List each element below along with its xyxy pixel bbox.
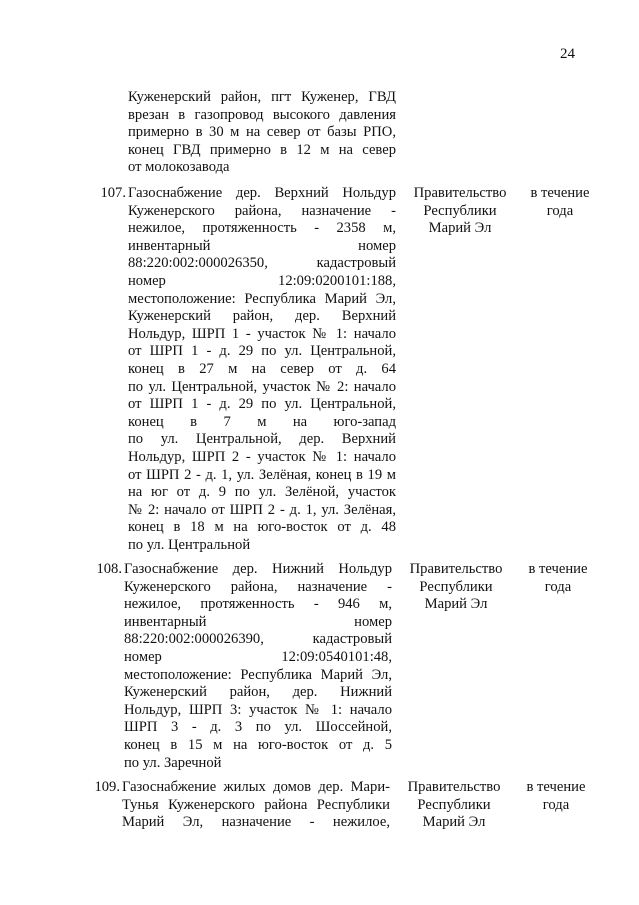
deadline-line: года [544, 578, 572, 595]
description-line: ШРП 3 - д. 3 по ул. Шоссейной, [124, 719, 392, 736]
responsible-line: Республики [423, 202, 497, 219]
deadline [514, 185, 606, 220]
row-description [128, 185, 396, 554]
row-number: 107. [100, 185, 126, 201]
description-line: конец в 18 м на юго-восток от д. 48 [128, 519, 396, 536]
description-line: Куженерский район, пгт Куженер, ГВД [128, 89, 396, 105]
description-line: по ул. Заречной [124, 754, 222, 771]
description-line: нежилое, протяженность - 946 м, [124, 596, 392, 613]
responsible-line: Республики [417, 796, 491, 813]
description-line: местоположение: Республика Марий Эл, [124, 666, 392, 683]
description-line: № 2: начало от ШРП 2 - д. 1, ул. Зелёная, [128, 501, 396, 518]
row-number: 109. [94, 779, 120, 795]
description-line: по ул. Центральной, дер. Верхний [128, 431, 396, 448]
row-number: 108. [96, 561, 122, 577]
row-description [124, 561, 392, 772]
description-line: Газоснабжение дер. Верхний Нольдур [128, 185, 396, 201]
description-line: конец в 7 м на юго-запад [128, 413, 396, 430]
responsible-party [404, 779, 504, 832]
deadline-line: года [546, 202, 574, 219]
description-line: 88:220:002:000026350, кадастровый [128, 255, 396, 272]
description-line: Тунья Куженерского района Республики [122, 796, 390, 813]
responsible-line: Марий Эл [422, 814, 486, 831]
description-line: от молокозавода [128, 159, 230, 176]
responsible-line: Правительство [409, 561, 503, 577]
description-line: инвентарный номер [128, 237, 396, 254]
description-line: номер 12:09:0200101:188, [128, 272, 396, 289]
deadline [512, 561, 604, 596]
description-line: Марий Эл, назначение - нежилое, [122, 814, 390, 831]
deadline-line: в течение [530, 185, 590, 201]
description-line: Куженерского района, назначение - [128, 202, 396, 219]
description-line: конец в 15 м на юго-восток от д. 5 [124, 736, 392, 753]
description-line: Нольдур, ШРП 3: участок № 1: начало [124, 701, 392, 718]
responsible-party [410, 185, 510, 238]
description-line: врезан в газопровод высокого давления [128, 106, 396, 123]
description-line: Куженерский район, дер. Нижний [124, 684, 392, 701]
responsible-line: Республики [419, 578, 493, 595]
description-line: от ШРП 1 - д. 29 по ул. Центральной, [128, 396, 396, 413]
deadline [510, 779, 602, 814]
deadline-line: в течение [526, 779, 586, 795]
description-line: местоположение: Республика Марий Эл, [128, 290, 396, 307]
responsible-line: Марий Эл [428, 220, 492, 237]
description-line: конец в 27 м на север от д. 64 [128, 360, 396, 377]
description-line: 88:220:002:000026390, кадастровый [124, 631, 392, 648]
description-line: нежилое, протяженность - 2358 м, [128, 220, 396, 237]
description-line: Нольдур, ШРП 2 - участок № 1: начало [128, 448, 396, 465]
description-line: конец ГВД примерно в 12 м на север [128, 141, 396, 158]
description-line: от ШРП 1 - д. 29 по ул. Центральной, [128, 343, 396, 360]
deadline-line: года [542, 796, 570, 813]
deadline-line: в течение [528, 561, 588, 577]
responsible-party [406, 561, 506, 614]
description-line: на юг от д. 9 по ул. Зелёной, участок [128, 484, 396, 501]
responsible-line: Правительство [407, 779, 501, 795]
continuation-description [128, 89, 396, 177]
description-line: от ШРП 2 - д. 1, ул. Зелёная, конец в 19 м [128, 466, 396, 483]
description-line: инвентарный номер [124, 613, 392, 630]
description-line: по ул. Центральной [128, 536, 251, 553]
page-number: 24 [560, 46, 575, 62]
responsible-line: Правительство [413, 185, 507, 201]
responsible-line: Марий Эл [424, 596, 488, 613]
description-line: Куженерский район, дер. Верхний [128, 308, 396, 325]
description-line: номер 12:09:0540101:48, [124, 648, 392, 665]
description-line: Куженерского района, назначение - [124, 578, 392, 595]
description-line: примерно в 30 м на север от базы РПО, [128, 124, 396, 141]
description-line: Газоснабжение жилых домов дер. Мари- [122, 779, 390, 795]
description-line: Газоснабжение дер. Нижний Нольдур [124, 561, 392, 577]
row-description [122, 779, 390, 832]
description-line: Нольдур, ШРП 1 - участок № 1: начало [128, 325, 396, 342]
description-line: по ул. Центральной, участок № 2: начало [128, 378, 396, 395]
